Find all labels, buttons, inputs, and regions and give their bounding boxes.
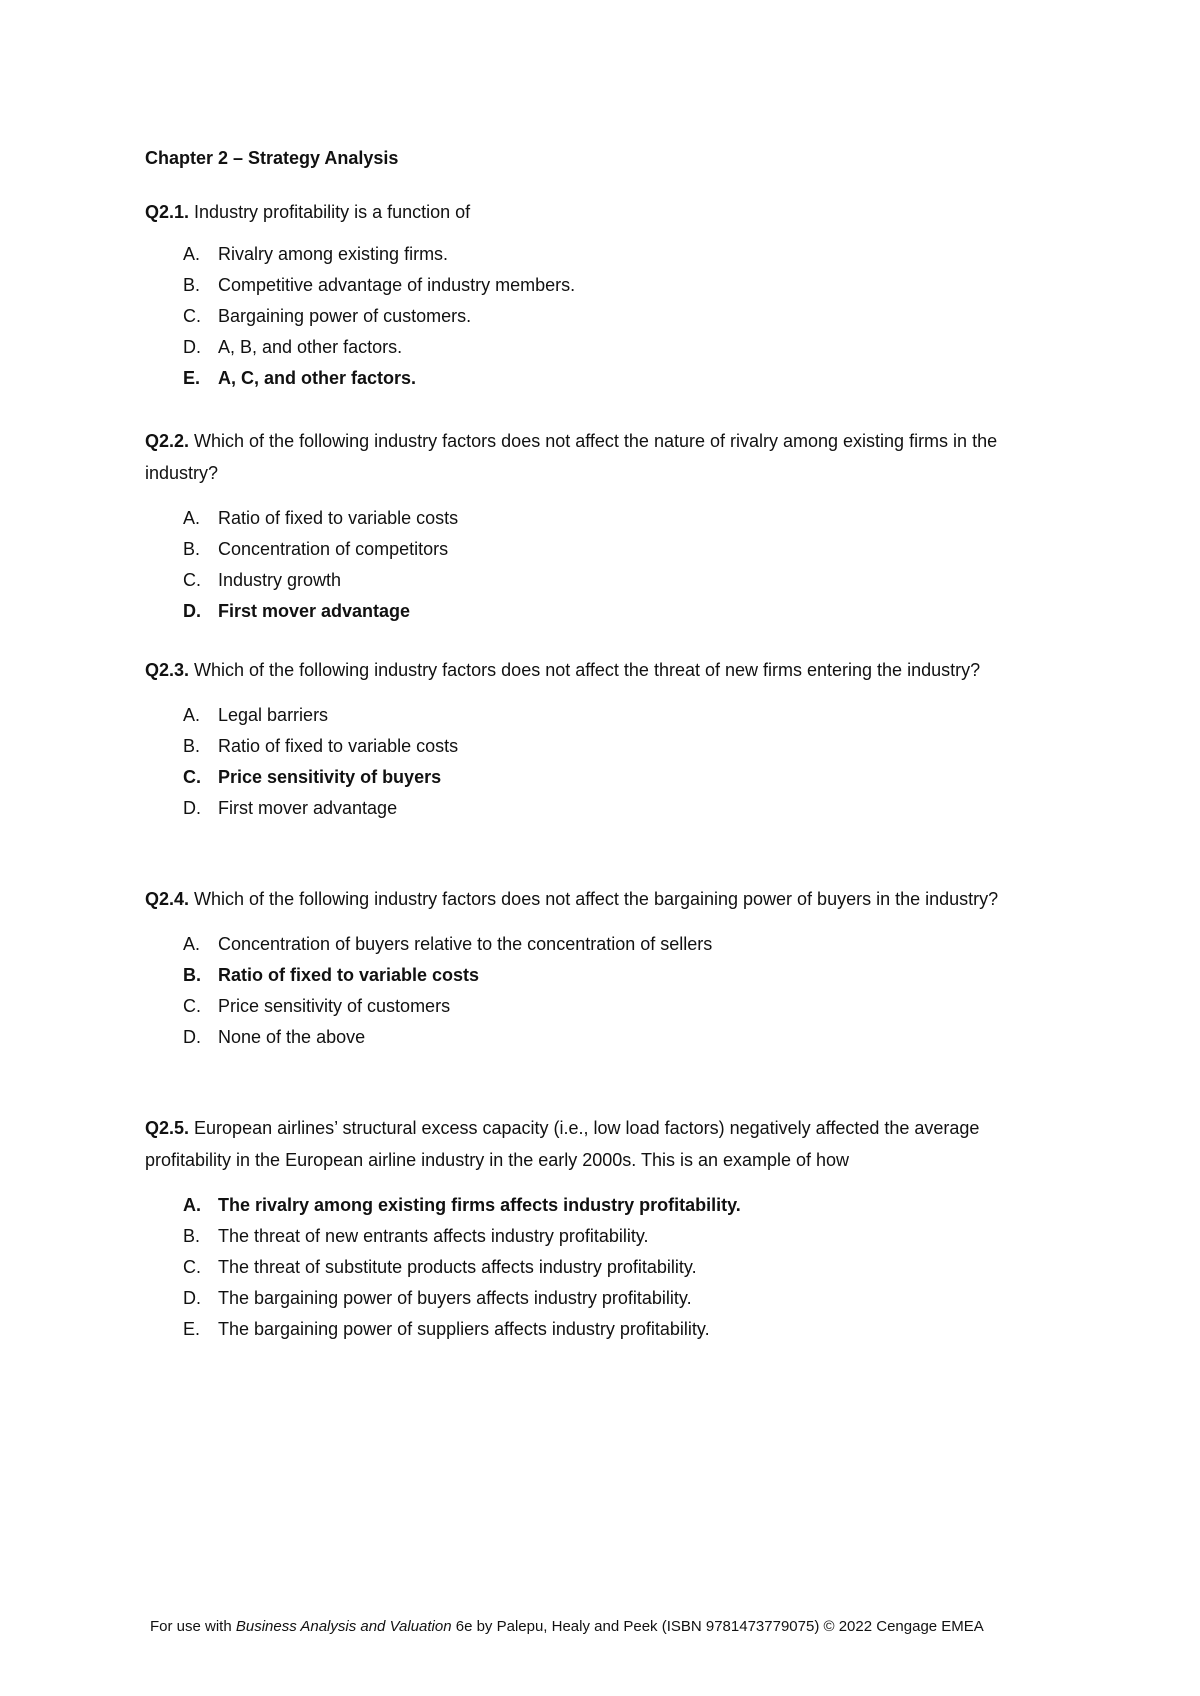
question-q2-3	[145, 654, 1045, 824]
option-a	[145, 503, 1045, 534]
question-text	[145, 1112, 1045, 1176]
question-number: Q2.1.	[145, 202, 190, 222]
option-d	[145, 1283, 1045, 1314]
option-b	[145, 1221, 1045, 1252]
option-b-correct	[145, 960, 1045, 991]
question-q2-4	[145, 883, 1045, 1053]
option-letter: A.	[183, 705, 201, 725]
option-text: Concentration of buyers relative to the concentration of sellers	[218, 934, 713, 954]
option-text: The bargaining power of suppliers affects industry profitability.	[218, 1319, 710, 1339]
question-text	[145, 196, 1045, 228]
option-text: First mover advantage	[218, 601, 411, 621]
question-number: Q2.4.	[145, 889, 190, 909]
footer-book-title: Business Analysis and Valuation	[235, 1618, 452, 1635]
option-letter: B.	[183, 965, 201, 985]
option-a	[145, 239, 1045, 270]
option-letter: B.	[183, 1226, 201, 1246]
option-d	[145, 1022, 1045, 1053]
option-text: None of the above	[218, 1027, 366, 1047]
option-text: Concentration of competitors	[218, 539, 449, 559]
option-text: Competitive advantage of industry members.	[218, 275, 576, 295]
question-body: Which of the following industry factors does not affect the bargaining power of buyers in the industry?	[189, 889, 999, 909]
option-text: The rivalry among existing firms affects industry profitability.	[218, 1195, 741, 1215]
option-text: The threat of substitute products affects industry profitability.	[218, 1257, 697, 1277]
option-a	[145, 700, 1045, 731]
option-text: Price sensitivity of buyers	[218, 767, 442, 787]
option-letter: D.	[183, 1027, 201, 1047]
option-letter: E.	[183, 1319, 201, 1339]
option-letter: D.	[183, 1288, 201, 1308]
option-b	[145, 534, 1045, 565]
option-d	[145, 793, 1045, 824]
option-text: A, B, and other factors.	[218, 337, 403, 357]
option-letter: C.	[183, 1257, 201, 1277]
option-letter: E.	[183, 368, 201, 388]
options-list	[145, 700, 1045, 824]
option-letter: C.	[183, 767, 201, 787]
option-c	[145, 1252, 1045, 1283]
option-text: First mover advantage	[218, 798, 398, 818]
option-letter: B.	[183, 539, 201, 559]
question-number: Q2.2.	[145, 431, 190, 451]
option-letter: D.	[183, 337, 201, 357]
question-number: Q2.3.	[145, 660, 190, 680]
question-text	[145, 883, 1045, 915]
options-list	[145, 1190, 1045, 1345]
option-letter: D.	[183, 798, 201, 818]
option-c-correct	[145, 762, 1045, 793]
option-b	[145, 270, 1045, 301]
option-d-correct	[145, 596, 1045, 627]
question-text	[145, 425, 1045, 489]
option-text: Ratio of fixed to variable costs	[218, 508, 459, 528]
option-text: Price sensitivity of customers	[218, 996, 451, 1016]
option-letter: A.	[183, 1195, 201, 1215]
option-letter: C.	[183, 306, 201, 326]
question-q2-5	[145, 1112, 1045, 1345]
option-e-correct	[145, 363, 1045, 394]
option-letter: A.	[183, 244, 201, 264]
option-letter: D.	[183, 601, 201, 621]
option-text: The bargaining power of buyers affects industry profitability.	[218, 1288, 692, 1308]
question-body: European airlines’ structural excess capacity (i.e., low load factors) negatively affected the average profitability in the European airline industry in the early 2000s. This is an example of how	[145, 1118, 980, 1170]
options-list	[145, 239, 1045, 394]
question-body: Industry profitability is a function of	[189, 202, 471, 222]
option-b	[145, 731, 1045, 762]
option-a	[145, 929, 1045, 960]
option-text: Rivalry among existing firms.	[218, 244, 449, 264]
option-letter: A.	[183, 508, 201, 528]
option-text: Ratio of fixed to variable costs	[218, 736, 459, 756]
option-text: A, C, and other factors.	[218, 368, 417, 388]
option-c	[145, 565, 1045, 596]
option-letter: C.	[183, 570, 201, 590]
question-body: Which of the following industry factors does not affect the threat of new firms entering the industry?	[189, 660, 981, 680]
option-letter: C.	[183, 996, 201, 1016]
option-d	[145, 332, 1045, 363]
option-text: Industry growth	[218, 570, 342, 590]
question-q2-2	[145, 425, 1045, 627]
option-letter: B.	[183, 275, 201, 295]
options-list	[145, 503, 1045, 627]
option-a-correct	[145, 1190, 1045, 1221]
option-text: Ratio of fixed to variable costs	[218, 965, 480, 985]
footer-suffix: 6e by Palepu, Healy and Peek (ISBN 9781473779075) © 2022 Cengage EMEA	[451, 1618, 984, 1635]
question-number: Q2.5.	[145, 1118, 190, 1138]
footer-prefix: For use with	[150, 1618, 236, 1635]
page-footer	[150, 1618, 984, 1635]
option-e	[145, 1314, 1045, 1345]
option-text: Legal barriers	[218, 705, 329, 725]
option-letter: B.	[183, 736, 201, 756]
option-text: Bargaining power of customers.	[218, 306, 472, 326]
option-letter: A.	[183, 934, 201, 954]
option-text: The threat of new entrants affects industry profitability.	[218, 1226, 649, 1246]
options-list	[145, 929, 1045, 1053]
option-c	[145, 301, 1045, 332]
chapter-title: Chapter 2 – Strategy Analysis	[145, 148, 399, 168]
question-body: Which of the following industry factors does not affect the nature of rivalry among existing firms in the industry?	[145, 431, 998, 483]
question-q2-1	[145, 196, 1045, 394]
option-c	[145, 991, 1045, 1022]
question-text	[145, 654, 1045, 686]
